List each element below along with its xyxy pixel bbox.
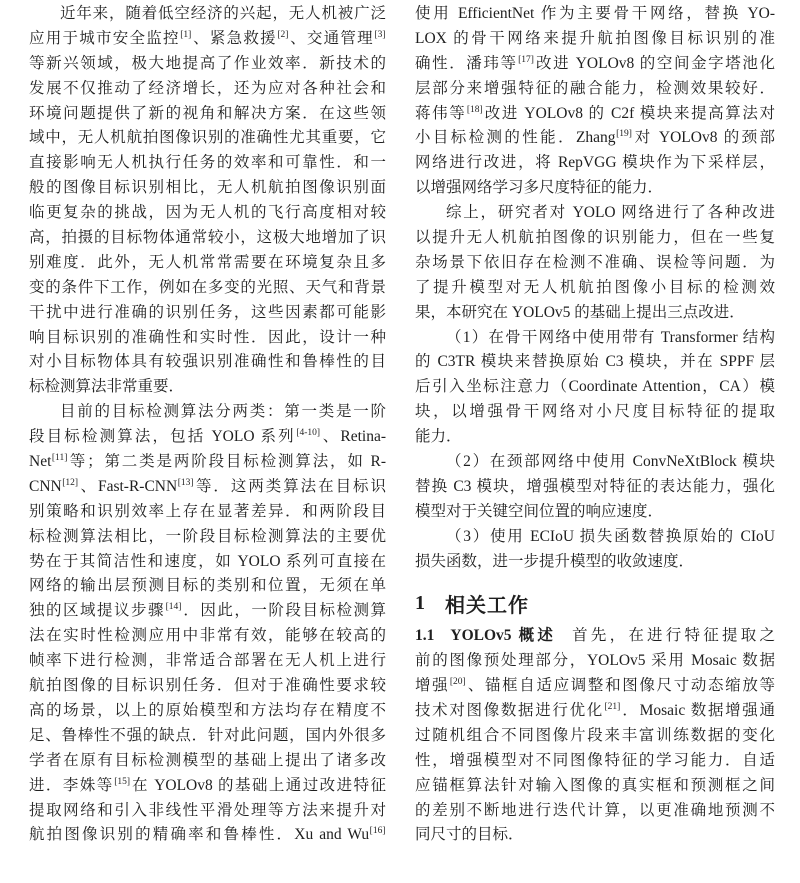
text-line: 航拍图像识别的精确率和鲁棒性．Xu and Wu[16] [29, 826, 386, 844]
citation-marker: [15] [114, 776, 131, 787]
text-line: LOX 的骨干网络来提升航拍图像目标识别的准 [415, 29, 775, 47]
citation-marker: [2] [277, 29, 289, 40]
text-line: 高，拍摄的目标物体通常较小，这极大地增加了识 [29, 229, 386, 247]
citation-marker: [19] [616, 129, 632, 140]
citation-marker: [17] [518, 54, 534, 65]
text-line: 技术对图像数据进行优化[21]．Mosaic 数据增强通 [415, 701, 775, 719]
paragraph-continued [415, 2, 775, 201]
paragraph-improvement-1 [415, 326, 775, 450]
text-line: 模型对于关键空间位置的响应速度． [415, 502, 664, 520]
text-line: 进．李姝等[15]在 YOLOv8 的基础上通过改进特征 [29, 776, 386, 794]
citation-marker: [14] [165, 602, 182, 613]
text-line: 提取网络和引入非线性平滑处理等方法来提升对 [29, 801, 386, 819]
text-line: 块，以增强骨干网络对小尺度目标特征的提取 [415, 403, 775, 421]
text-line: 目前的目标检测算法分两类：第一类是一阶 [60, 403, 386, 421]
text-line: CNN[12]、Fast-R-CNN[13]等．这两类算法在目标识 [29, 477, 386, 495]
text-line: 临更复杂的挑战，因为无人机的飞行高度相对较 [29, 204, 386, 222]
text-line: 损失函数，进一步提升模型的收敛速度． [415, 552, 695, 570]
text-line: 后引入坐标注意力（Coordinate Attention，CA）模 [415, 378, 775, 396]
citation-marker: [18] [466, 104, 483, 115]
text-line: 以提升无人机航拍图像的识别能力，但在一些复 [415, 229, 775, 247]
text-line: 般的图像目标识别相比，无人机航拍图像识别面 [29, 179, 386, 197]
section-title: 相关工作 [445, 595, 529, 618]
citation-marker: [3] [374, 29, 386, 40]
text-line: 替换 C3 模块，增强模型对特征的表达能力，强化 [415, 477, 775, 495]
text-line: 别难度．此外，无人机常常需要在环境复杂且多 [29, 253, 386, 271]
text-line: 使用 EfficientNet 作为主要骨干网络，替换 YO- [415, 5, 775, 22]
text-line: 蒋伟等[18]改进 YOLOv8 的 C2f 模块来提高算法对 [415, 104, 775, 122]
citation-marker: [12] [62, 477, 79, 488]
text-line: 发展不仅推动了经济增长，还为应对各种社会和 [29, 79, 386, 97]
citation-marker: [11] [51, 453, 68, 464]
text-line: 近年来，随着低空经济的兴起，无人机被广泛 [60, 5, 386, 22]
text-line: 环境问题提供了新的视角和解决方案．在这些领 [29, 104, 386, 122]
text-line: 确性．潘玮等[17]改进 YOLOv8 的空间金字塔池化 [415, 54, 775, 72]
text-line: 网络进行改进，将 RepVGG 模块作为下采样层， [415, 154, 775, 172]
text-line: 学者在原有目标检测模型的基础上提出了诸多改 [29, 751, 386, 769]
text-line: 的 C3TR 模块来替换原始 C3 模块，并在 SPPF 层 [415, 353, 775, 371]
right-column [415, 2, 775, 848]
text-line: 增强[20]、锚框自适应调整和图像尺寸动态缩放等 [415, 677, 775, 695]
text-line: 势在于其简洁性和速度，如 YOLO 系列可直接在 [29, 552, 386, 570]
text-run: 首先，在进行特征提取之 [572, 627, 775, 645]
subsection-title: YOLOv5 概述 [450, 627, 557, 645]
paragraph-improvement-3 [415, 525, 775, 575]
text-line: 应锚框算法针对输入图像的真实框和预测框之间 [415, 776, 775, 794]
text-line: （1）在骨干网络中使用带有 Transformer 结构 [446, 328, 775, 346]
subsection-first-line [415, 624, 775, 649]
paragraph-detection-algorithms [29, 400, 386, 848]
citation-marker: [20] [449, 677, 466, 688]
text-line: 网络的输出层预测目标的类别和位置，无须在单 [29, 577, 386, 595]
text-line: 了提升模型对无人机航拍图像小目标的检测效 [415, 278, 775, 296]
text-line: 帧率下进行检测，非常适合部署在无人机上进行 [29, 652, 386, 670]
text-line: 独的区域提议步骤[14]．因此，一阶段目标检测算 [29, 602, 386, 620]
text-line: 干扰中进行准确的识别任务，这些因素都可能影 [29, 303, 386, 321]
text-line: 应用于城市安全监控[1]、紧急救援[2]、交通管理[3] [29, 29, 386, 47]
text-line: 足、鲁棒性不强的缺点．针对此问题，国内外很多 [29, 726, 386, 744]
subsection-number: 1.1 [415, 627, 435, 645]
citation-marker: [16] [369, 826, 386, 837]
citation-marker: [21] [604, 701, 621, 712]
text-line: 同尺寸的目标． [415, 826, 524, 844]
text-line: 域中，无人机航拍图像识别的准确性尤其重要，它 [29, 129, 386, 147]
text-line: 前的图像预处理部分，YOLOv5 采用 Mosaic 数据 [415, 652, 775, 670]
text-line: 的差别不断地进行迭代计算，以更准确地预测不 [415, 801, 775, 819]
text-line: 果，本研究在 YOLOv5 的基础上提出三点改进． [415, 303, 745, 321]
paragraph-summary [415, 201, 775, 325]
text-line: 等新兴领域，极大地提高了作业效率．新技术的 [29, 54, 386, 72]
text-line: 法在实时性检测应用中非常有效，能够在较高的 [29, 627, 386, 645]
text-line: 别策略和识别效率上存在显著差异．和两阶段目 [29, 502, 386, 520]
text-line: 层部分来增强特征的融合能力，检测效果较好． [415, 79, 775, 97]
text-line: 高的场景，以上的原始模型和方法均存在精度不 [29, 701, 386, 719]
text-line: （3）使用 ECIoU 损失函数替换原始的 CIoU [446, 527, 775, 545]
text-line: 标检测算法非常重要． [29, 378, 185, 396]
subsection-body [415, 649, 775, 848]
text-line: 能力． [415, 428, 462, 446]
text-line: 过随机组合不同图像片段来丰富训练数据的变化 [415, 726, 775, 744]
section-heading [415, 574, 775, 624]
text-line: 响目标识别的准确性和实时性．因此，设计一种 [29, 328, 386, 346]
paragraph-improvement-2 [415, 450, 775, 525]
left-column [29, 2, 386, 848]
section-number: 1 [415, 592, 425, 615]
subsection-yolov5-overview [415, 624, 775, 848]
text-line: 变的条件下工作，例如在多变的光照、天气和背景 [29, 278, 386, 296]
paragraph-introduction [29, 2, 386, 400]
text-line: 直接影响无人机执行任务的效率和可靠性．和一 [29, 154, 386, 172]
text-line: 综上，研究者对 YOLO 网络进行了各种改进 [446, 204, 775, 222]
text-line: 性，增强模型对不同图像特征的学习能力．自适 [415, 751, 775, 769]
text-line: 小目标检测的性能．Zhang[19]对 YOLOv8 的颈部 [415, 129, 775, 147]
citation-marker: [1] [180, 29, 192, 40]
text-line: （2）在颈部网络中使用 ConvNeXtBlock 模块 [446, 453, 775, 471]
text-line: 标检测算法相比，一阶段目标检测算法的主要优 [29, 527, 386, 545]
text-line: 对小目标物体具有较强识别准确性和鲁棒性的目 [29, 353, 386, 371]
text-line: 以增强网络学习多尺度特征的能力． [415, 179, 664, 197]
citation-marker: [4-10] [296, 428, 321, 439]
text-line: 段目标检测算法，包括 YOLO 系列[4-10]、Retina- [29, 428, 386, 446]
text-line: 航拍图像的目标识别任务．但对于准确性要求较 [29, 677, 386, 695]
text-line: 杂场景下依旧存在检测不准确、误检等问题．为 [415, 253, 775, 271]
text-line: Net[11]等；第二类是两阶段目标检测算法，如 R- [29, 453, 386, 471]
citation-marker: [13] [177, 477, 194, 488]
